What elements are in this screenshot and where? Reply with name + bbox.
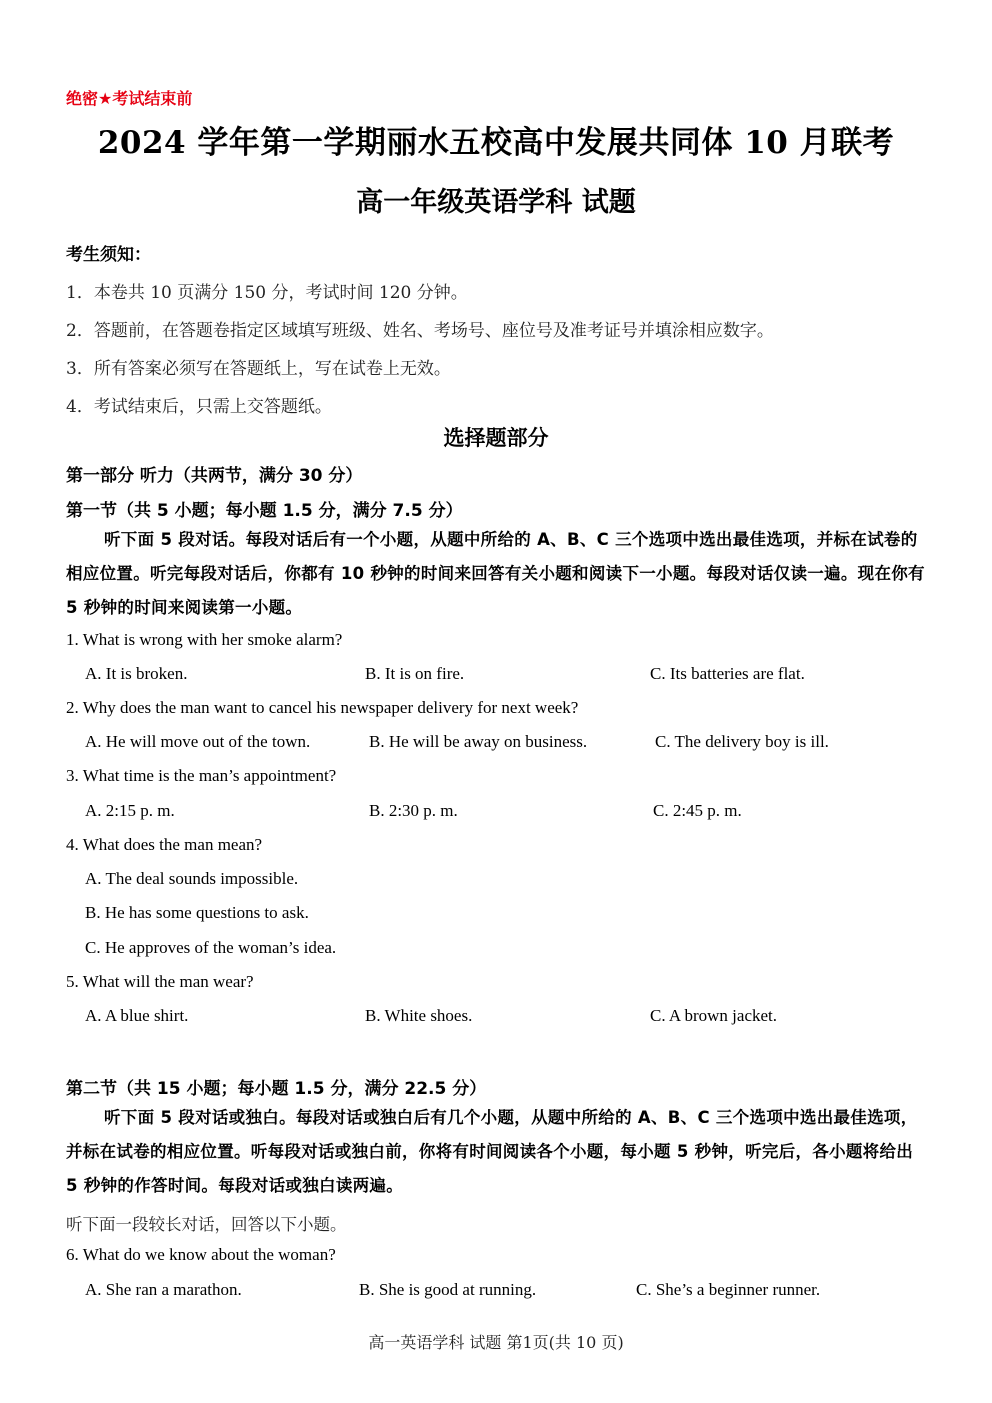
question-5-option-a: A. A blue shirt. [85,1006,189,1025]
notice-item-2: 2．答题前，在答题卷指定区域填写班级、姓名、考场号、座位号及准考证号并填涂相应数字。 [66,321,774,341]
section-title: 选择题部分 [443,426,549,450]
question-6-option-a: A. She ran a marathon. [85,1280,242,1299]
page-footer: 高一英语学科 试题 第1页(共 10 页) [368,1333,624,1352]
question-3-stem: 3. What time is the man’s appointment? [66,766,337,785]
question-3-option-a: A. 2:15 p. m. [85,801,175,820]
question-6-stem: 6. What do we know about the woman? [66,1245,336,1264]
question-4-option-a: A. The deal sounds impossible. [85,869,299,888]
notice-item-4: 4．考试结束后，只需上交答题纸。 [66,397,332,417]
question-1-stem: 1. What is wrong with her smoke alarm? [66,630,343,649]
notice-heading: 考生须知： [66,245,151,265]
question-6-option-b: B. She is good at running. [359,1280,537,1299]
question-5-option-b: B. White shoes. [365,1006,473,1025]
exam-title: 2024 学年第一学期丽水五校高中发展共同体 10 月联考 [97,125,895,161]
section2-lead: 听下面一段较长对话，回答以下小题。 [66,1215,347,1234]
question-4-stem: 4. What does the man mean? [66,835,263,854]
question-2-option-c: C. The delivery boy is ill. [655,732,829,751]
question-4-option-c: C. He approves of the woman’s idea. [85,938,337,957]
notice-item-1: 1．本卷共 10 页满分 150 分，考试时间 120 分钟。 [66,283,468,303]
confidential-mark: 绝密★考试结束前 [66,89,193,108]
question-2-stem: 2. Why does the man want to cancel his newspaper delivery for next week? [66,698,579,717]
question-5-option-c: C. A brown jacket. [650,1006,778,1025]
notice-item-3: 3．所有答案必须写在答题纸上，写在试卷上无效。 [66,359,451,379]
section1-instructions: 听下面 5 段对话。每段对话后有一个小题，从题中所给的 A、B、C 三个选项中选出最佳选项，并标在试卷的相应位置。听完每段对话后，你都有 10 秒钟的时间来回答有关小题和阅读下一小题。每段对话仅读一遍。现在你有 5 秒钟的时间来阅读第一小题。 [66,530,925,617]
section2-instructions: 听下面 5 段对话或独白。每段对话或独白后有几个小题，从题中所给的 A、B、C 三个选项中选出最佳选项，并标在试卷的相应位置。听每段对话或独白前，你将有时间阅读各个小题，每小题 5 秒钟，听完后，各小题将给出 5 秒钟的作答时间。每段对话或独白读两遍。 [66,1108,918,1195]
question-2-option-a: A. He will move out of the town. [85,732,311,751]
question-2-option-b: B. He will be away on business. [369,732,588,751]
question-1-option-c: C. Its batteries are flat. [650,664,805,683]
question-6-option-c: C. She’s a beginner runner. [636,1280,821,1299]
section2-heading: 第二节（共 15 小题；每小题 1.5 分，满分 22.5 分） [66,1079,487,1099]
question-3-option-c: C. 2:45 p. m. [653,801,742,820]
question-3-option-b: B. 2:30 p. m. [369,801,458,820]
question-1-option-a: A. It is broken. [85,664,188,683]
question-5-stem: 5. What will the man wear? [66,972,254,991]
exam-subtitle: 高一年级英语学科 试题 [356,187,636,218]
question-4-option-b: B. He has some questions to ask. [85,903,309,922]
question-1-option-b: B. It is on fire. [365,664,465,683]
part1-heading: 第一部分 听力（共两节，满分 30 分） [66,466,363,486]
section1-heading: 第一节（共 5 小题；每小题 1.5 分，满分 7.5 分） [66,501,463,521]
